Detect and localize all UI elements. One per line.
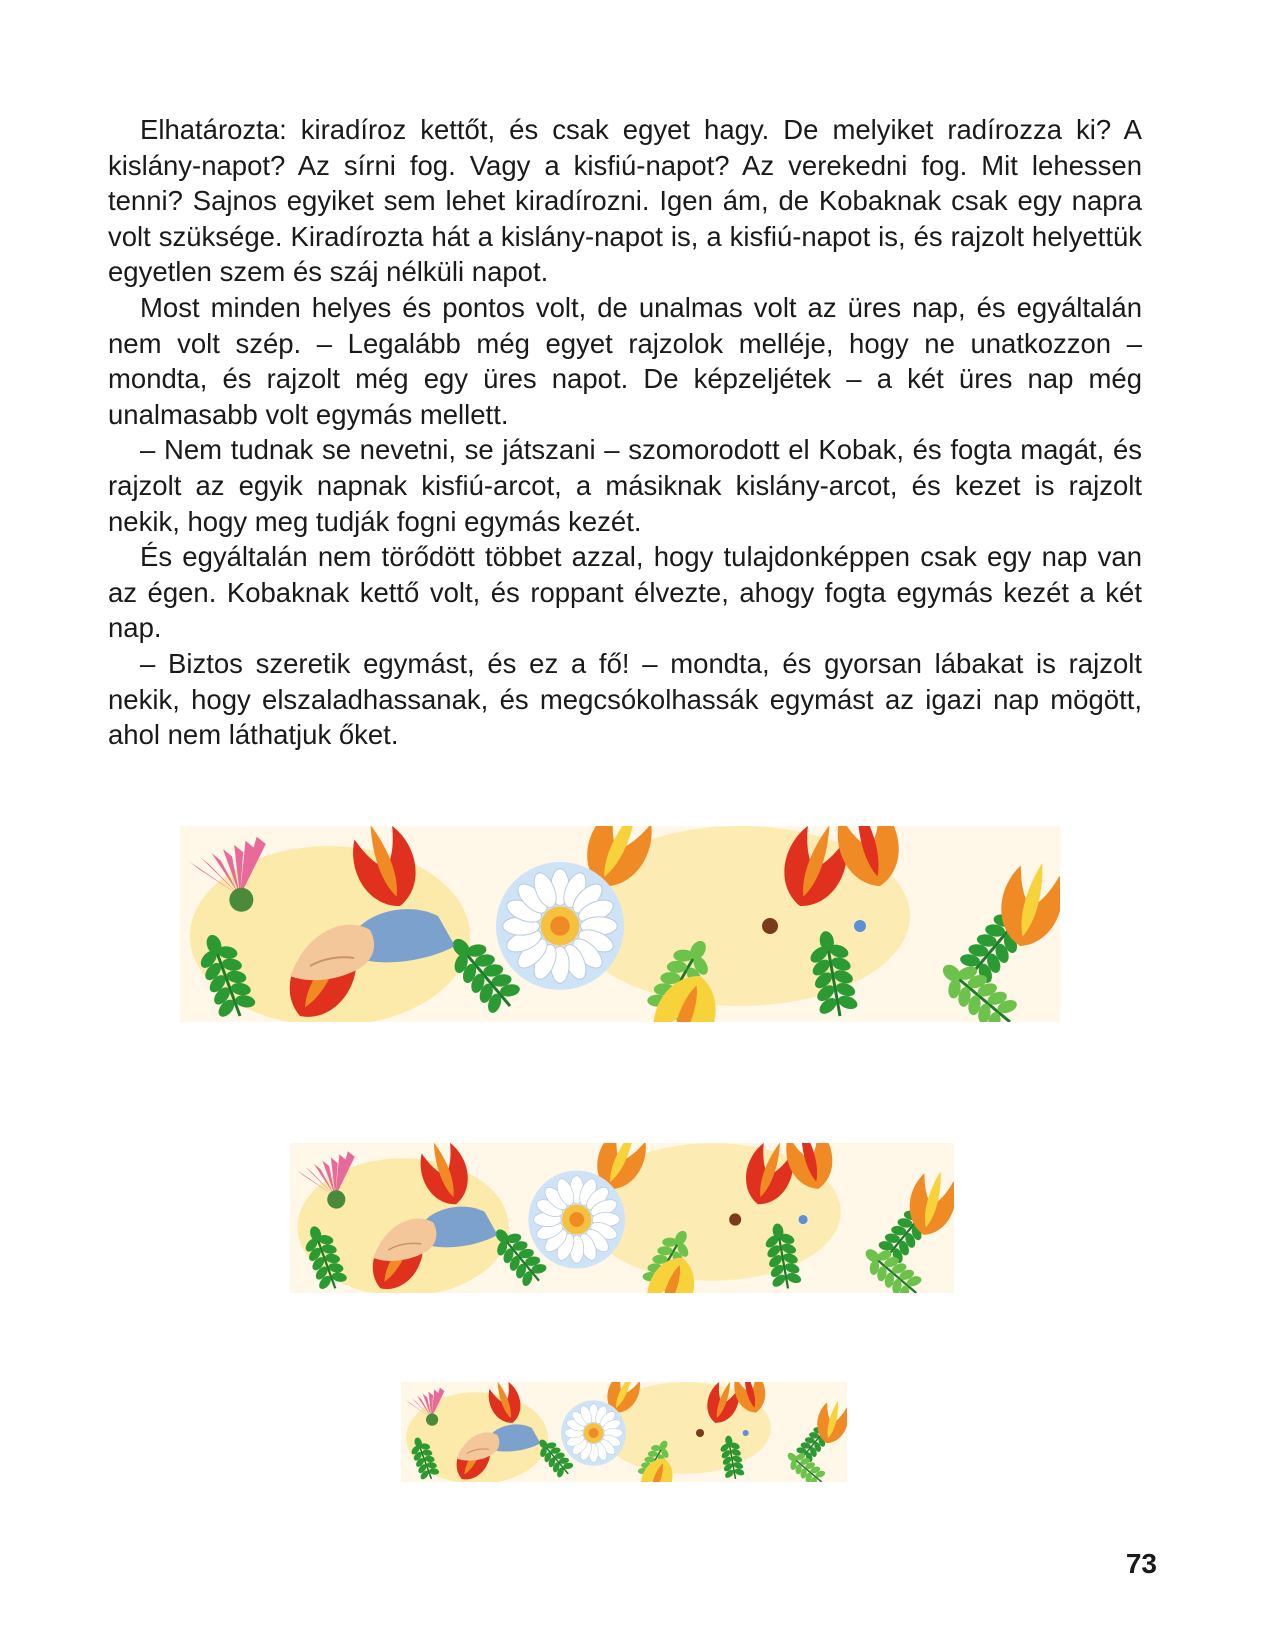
daisy	[561, 1400, 626, 1465]
paragraph: – Nem tudnak se nevetni, se játszani – szomorodott el Kobak, és fogta magát, és rajzolt az egyik napnak kisfiú-arcot, a másiknak kislány-arcot, és kezet is rajzolt nekik, hogy meg tudják fogni egymás kezét.	[108, 434, 1142, 537]
daisy	[528, 1171, 625, 1269]
border-artwork	[401, 1382, 847, 1482]
floral-border-large	[180, 826, 1060, 1022]
floral-border-medium	[290, 1143, 954, 1293]
paragraph: És egyáltalán nem törődött többet azzal, hogy tulajdonképpen csak egy nap van az égen. Kobaknak kettő volt, és roppant élvezte, ahogy fogta egymás kezét a két nap.	[108, 541, 1142, 644]
paragraph: Most minden helyes és pontos volt, de unalmas volt az üres nap, és egyáltalán nem volt szép. – Legalább még egyet rajzolok melléje, hogy ne unatkozzon – mondta, és rajzolt még egy üres napot. De képzeljétek – a két üres nap még unalmasabb volt egymás mellett.	[108, 291, 1142, 430]
story-text	[108, 112, 1142, 753]
floral-border-small	[401, 1382, 847, 1482]
border-artwork	[290, 1143, 954, 1293]
paragraph: Elhatározta: kiradíroz kettőt, és csak egyet hagy. De melyiket radírozza ki? A kislány-napot? Az sírni fog. Vagy a kisfiú-napot? Az verekedni fog. Mit lehessen tenni? Sajnos egyiket sem lehet kiradírozni. Igen ám, de Kobaknak csak egy napra volt szüksége. Kiradírozta hát a kislány-napot is, a kisfiú-napot is, és rajzolt helyettük egyetlen szem és száj nélküli napot.	[108, 114, 1142, 288]
border-artwork	[180, 826, 1060, 1022]
page-number: 73	[1125, 1548, 1157, 1579]
daisy	[496, 862, 624, 990]
paragraph: – Biztos szeretik egymást, és ez a fő! – mondta, és gyorsan lábakat is rajzolt nekik, hogy elszaladhassanak, és megcsókolhassák egymást az igazi nap mögött, ahol nem láthatjuk őket.	[108, 647, 1142, 751]
